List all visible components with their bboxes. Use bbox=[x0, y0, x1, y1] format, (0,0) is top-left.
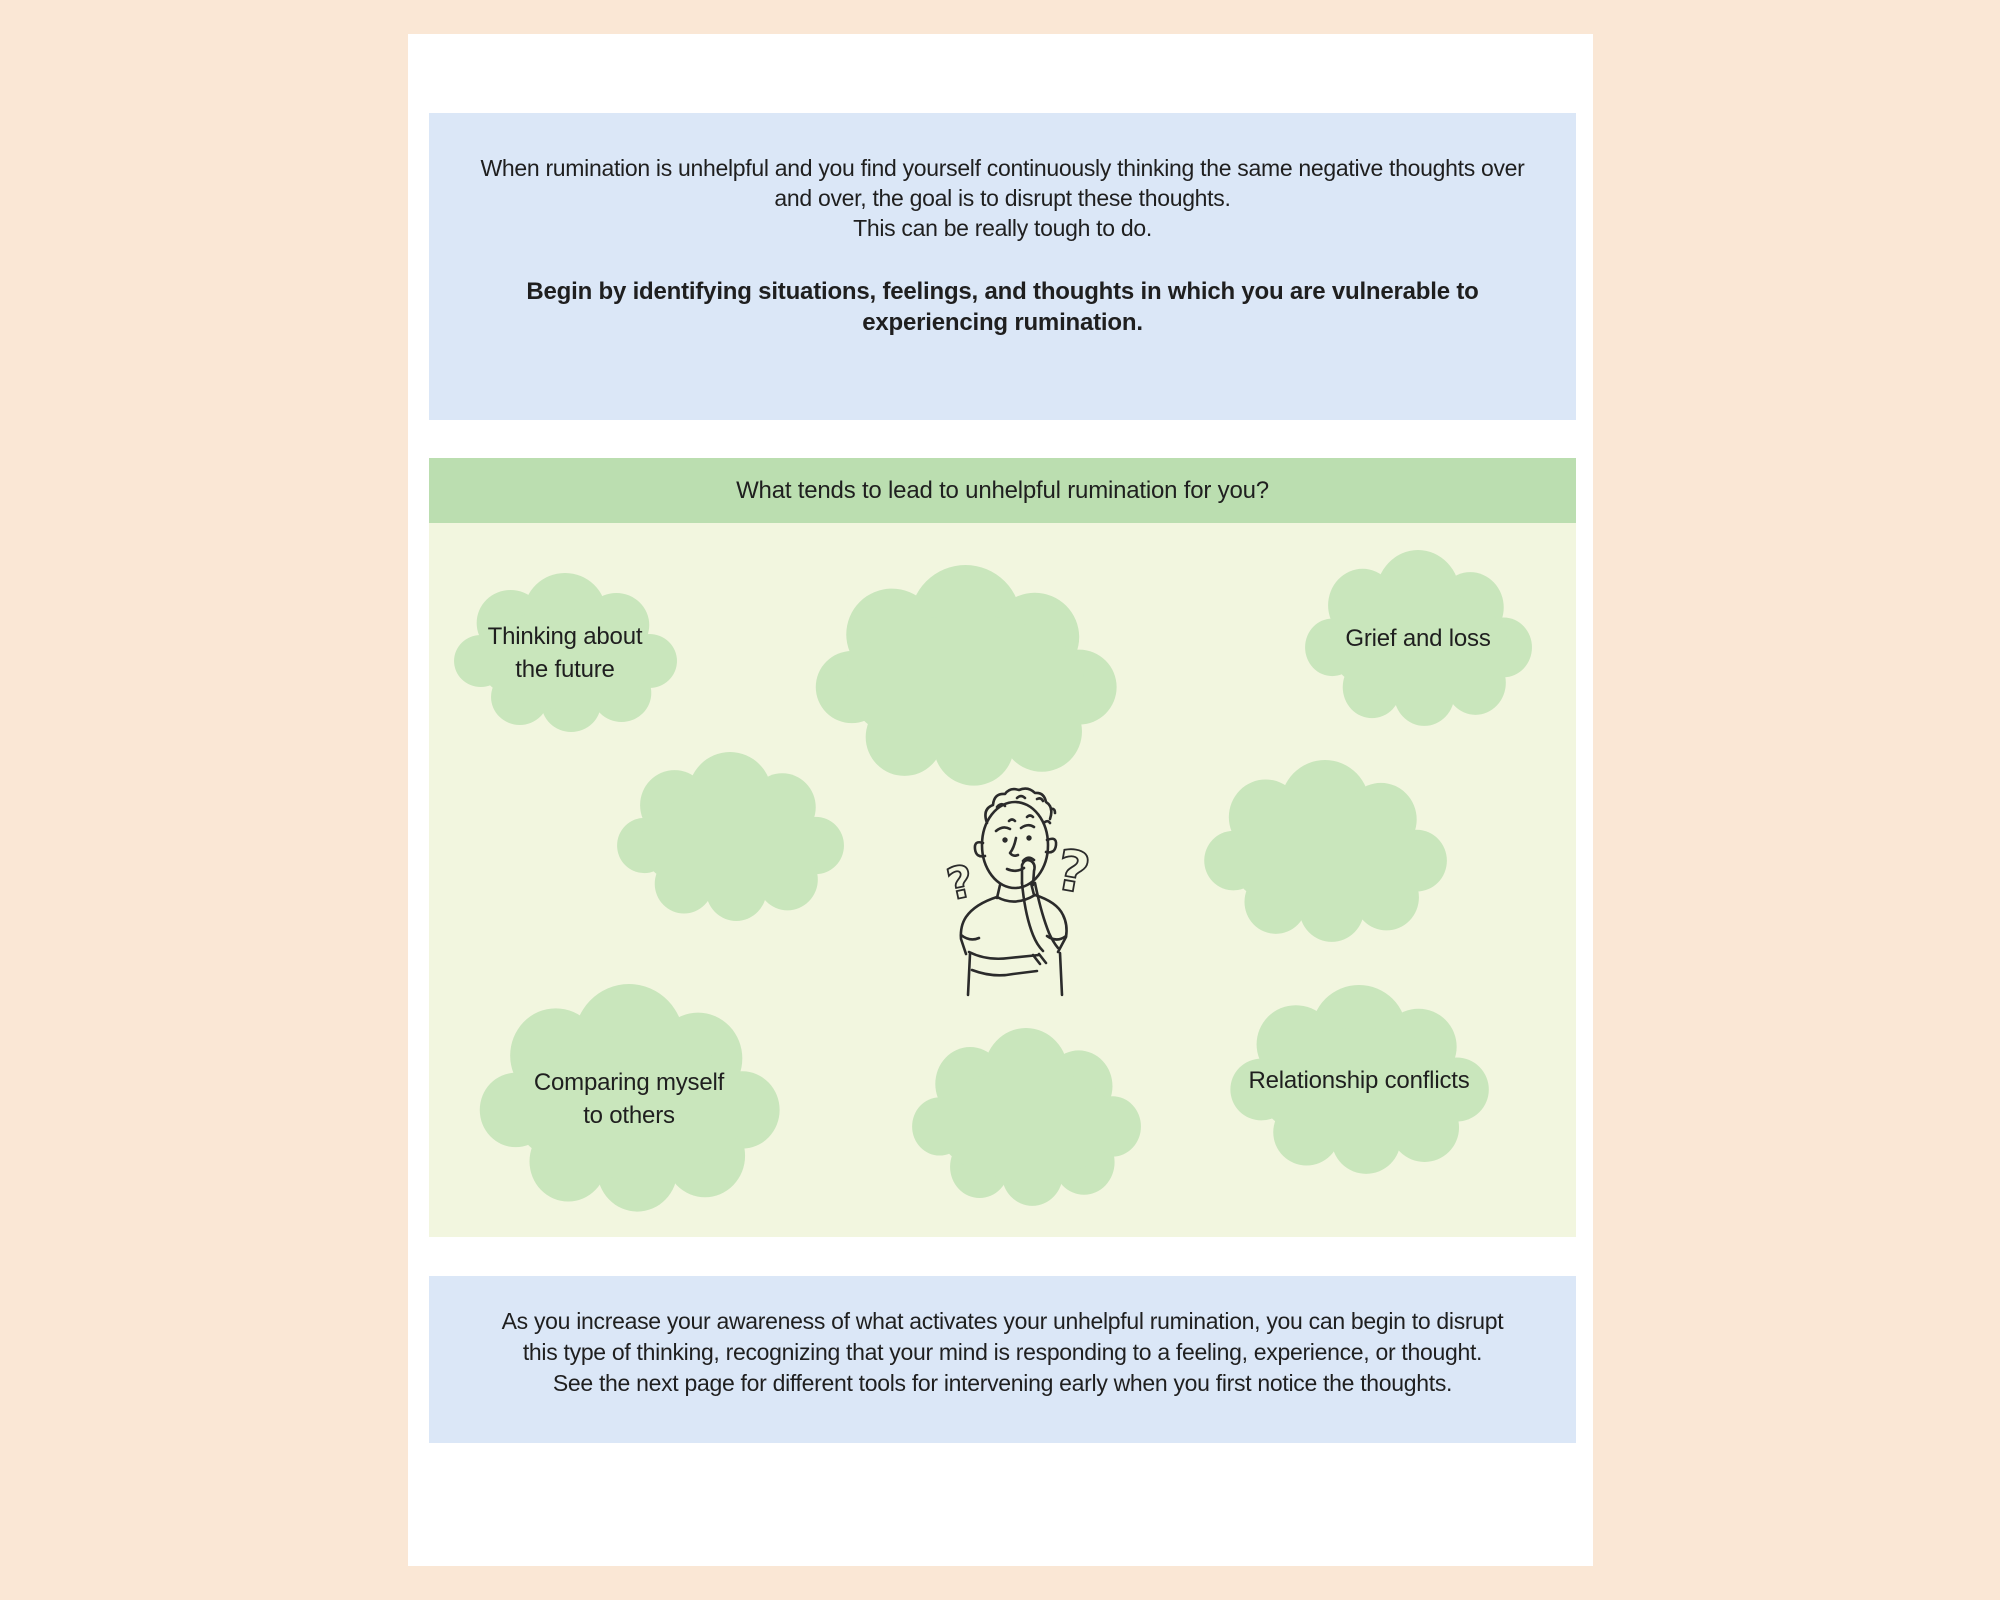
intro-emphasis-line-1: Begin by identifying situations, feelings, and thoughts in which you are vulnerable to bbox=[526, 278, 1479, 305]
thought-cloud-thinking-about-the-future bbox=[452, 573, 678, 733]
prompt-header-bar bbox=[429, 458, 1576, 523]
cloud-label-line: Thinking about bbox=[487, 623, 643, 650]
thought-cloud-relationship-conflicts bbox=[1228, 985, 1490, 1175]
thought-cloud-empty-4[interactable] bbox=[910, 1028, 1142, 1207]
outro-text-box bbox=[429, 1276, 1576, 1443]
cloud-label-line: Grief and loss bbox=[1345, 625, 1491, 652]
cloud-label-line: Relationship conflicts bbox=[1248, 1066, 1470, 1094]
outro-line-3: See the next page for different tools for intervening early when you first notice the thoughts. bbox=[552, 1370, 1453, 1396]
cloud-shape bbox=[910, 1028, 1142, 1207]
cloud-shape bbox=[615, 752, 845, 922]
thought-cloud-empty-1[interactable] bbox=[813, 565, 1118, 787]
cloud-label-line: the future bbox=[515, 656, 615, 683]
thought-cloud-empty-3[interactable] bbox=[1202, 760, 1448, 943]
cloud-label bbox=[477, 984, 781, 1213]
cloud-label bbox=[1228, 985, 1490, 1175]
intro-line-3: This can be really tough to do. bbox=[853, 215, 1152, 241]
intro-text-box bbox=[429, 113, 1576, 420]
prompt-title: What tends to lead to unhelpful rumination for you? bbox=[736, 476, 1269, 504]
intro-paragraph bbox=[429, 153, 1576, 243]
cloud-label-line: to others bbox=[583, 1101, 675, 1129]
question-mark-right-icon: ? bbox=[1051, 837, 1095, 908]
cloud-label bbox=[1303, 550, 1533, 727]
rumination-triggers-panel bbox=[429, 523, 1576, 1237]
thought-cloud-empty-2[interactable] bbox=[615, 752, 845, 922]
worksheet-page bbox=[408, 34, 1593, 1566]
outro-line-2: this type of thinking, recognizing that your mind is responding to a feeling, experience, or thought. bbox=[522, 1339, 1483, 1365]
intro-emphasis-line-2: experiencing rumination. bbox=[862, 309, 1143, 336]
intro-line-1: When rumination is unhelpful and you find yourself continuously thinking the same negative thoughts over bbox=[480, 155, 1525, 181]
outro-line-1: As you increase your awareness of what activates your unhelpful rumination, you can begin to disrupt bbox=[501, 1308, 1504, 1334]
intro-emphasis-paragraph bbox=[429, 276, 1576, 338]
thought-cloud-grief-and-loss bbox=[1303, 550, 1533, 727]
cloud-label-line: Comparing myself bbox=[533, 1068, 725, 1096]
cloud-shape bbox=[813, 565, 1118, 787]
cloud-shape bbox=[1202, 760, 1448, 943]
cloud-label bbox=[452, 573, 678, 733]
thinking-person-figure bbox=[909, 785, 1109, 1010]
intro-line-2: and over, the goal is to disrupt these thoughts. bbox=[774, 185, 1231, 211]
thought-cloud-comparing-myself-to-others bbox=[477, 984, 781, 1213]
question-mark-left-icon: ? bbox=[942, 855, 979, 911]
thinking-person-illustration bbox=[909, 785, 1109, 1010]
